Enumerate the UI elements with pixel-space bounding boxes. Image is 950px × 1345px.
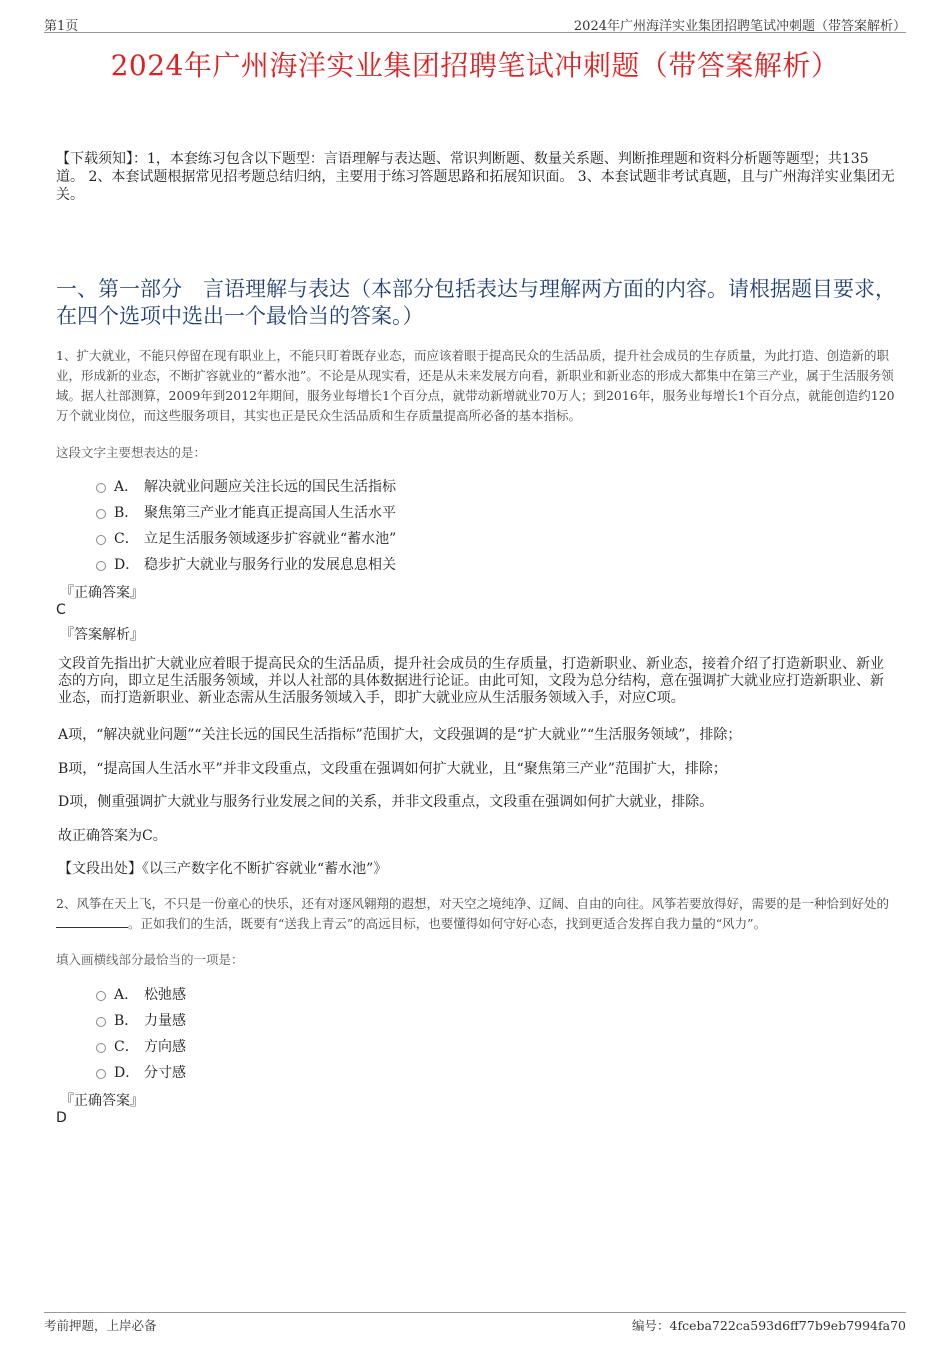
question-1-prompt: 这段文字主要想表达的是： (56, 445, 207, 460)
radio-icon[interactable] (96, 561, 106, 571)
question-1-option-a[interactable]: A． 解决就业问题应关注长远的国民生活指标 (96, 473, 396, 499)
question-1-option-c[interactable]: C． 立足生活服务领域逐步扩容就业“蓄水池” (96, 525, 396, 551)
document-title: 2024年广州海洋实业集团招聘笔试冲刺题（带答案解析） (110, 49, 840, 82)
fill-blank (56, 915, 128, 928)
question-1-analysis-main: 文段首先指出扩大就业应着眼于提高民众的生活品质，提升社会成员的生存质量，打造新职业、新业态，接着介绍了打造新职业、新业态的方向，即立足生活服务领域，并以人社部的具体数据进行论证。由此可知，文段为总分结构，意在强调扩大就业应打造新职业、新业态，而打造新职业、新业态需从生活服务领域入手，即扩大就业应从生活服务领域入手，对应C项。 (58, 656, 884, 706)
question-1-options (96, 473, 396, 577)
question-2-stem: 2、风筝在天上飞，不只是一份童心的快乐，还有对逐风翱翔的遐想，对天空之境纯净、辽阔、自由的向往。风筝若要放得好，需要的是一种恰到好处的。正如我们的生活，既要有“送我上青云”的高远目标，也要懂得如何守好心态，找到更适合发挥自我力量的“风力”。 (56, 896, 889, 931)
footer-slogan: 考前押题，上岸必备 (44, 1318, 157, 1333)
question-2-answer-label: 『正确答案』 (60, 1093, 144, 1109)
question-2-answer: D (56, 1110, 67, 1126)
radio-icon[interactable] (96, 509, 106, 519)
question-2-option-c[interactable]: C． 方向感 (96, 1033, 186, 1059)
section-title: 一、第一部分 言语理解与表达（本部分包括表达与理解两方面的内容。请根据题目要求，在四个选项中选出一个最恰当的答案。） (56, 277, 896, 328)
footer-code: 编号：4fceba722ca593d6ff77b9eb7994fa70 (632, 1318, 906, 1333)
question-1-analysis-d: D项，侧重强调扩大就业与服务行业发展之间的关系，并非文段重点，文段重在强调如何扩大就业，排除。 (58, 794, 714, 810)
question-1-analysis-a: A项，“解决就业问题”“关注长远的国民生活指标”范围扩大，文段强调的是“扩大就业”“生活服务领域”，排除； (58, 727, 742, 743)
question-2-prompt: 填入画横线部分最恰当的一项是： (56, 952, 244, 967)
header-doc-title: 2024年广州海洋实业集团招聘笔试冲刺题（带答案解析） (573, 19, 906, 34)
radio-icon[interactable] (96, 1043, 106, 1053)
page-header (44, 14, 906, 33)
radio-icon[interactable] (96, 535, 106, 545)
question-2-option-a[interactable]: A． 松弛感 (96, 981, 186, 1007)
question-1-answer-label: 『正确答案』 (60, 585, 144, 601)
question-1-analysis-label: 『答案解析』 (60, 627, 144, 643)
radio-icon[interactable] (96, 1069, 106, 1079)
question-1-option-d[interactable]: D． 稳步扩大就业与服务行业的发展息息相关 (96, 551, 396, 577)
radio-icon[interactable] (96, 1017, 106, 1027)
question-1-answer: C (56, 602, 66, 618)
question-1-option-b[interactable]: B． 聚焦第三产业才能真正提高国人生活水平 (96, 499, 396, 525)
radio-icon[interactable] (96, 483, 106, 493)
question-1-conclusion: 故正确答案为C。 (58, 828, 167, 844)
question-2-option-b[interactable]: B． 力量感 (96, 1007, 186, 1033)
page-footer (44, 1312, 906, 1331)
question-1-analysis-b: B项，“提高国人生活水平”并非文段重点，文段重在强调如何扩大就业，且“聚焦第三产业”范围扩大，排除； (58, 761, 727, 777)
question-2-options (96, 981, 186, 1085)
question-1-stem: 1、扩大就业，不能只停留在现有职业上，不能只盯着既存业态，而应该着眼于提高民众的生活品质，提升社会成员的生存质量，为此打造、创造新的职业，形成新的业态，不断扩容就业的“蓄水池”。不论是从现实看，还是从未来发展方向看，新职业和新业态的形成大都集中在第三产业，属于生活服务领域。据人社部测算，2009年到2012年期间，服务业每增长1个百分点，就带动新增就业70万人；到2016年，服务业每增长1个百分点，就能创造约120万个就业岗位，而这些服务项目，其实也正是民众生活品质和生存质量提高所必备的基本指标。 (56, 348, 895, 423)
download-notice: 【下载须知】：1，本套练习包含以下题型：言语理解与表达题、常识判断题、数量关系题、判断推理题和资料分析题等题型；共135道。 2、本套试题根据常见招考题总结归纳，主要用于练习答题思路和拓展知识面。 3、本套试题非考试真题，且与广州海洋实业集团无关。 (56, 151, 895, 203)
question-1-source: 【文段出处】《以三产数字化不断扩容就业“蓄水池”》 (58, 861, 388, 877)
page-number: 第1页 (44, 19, 79, 34)
question-2-option-d[interactable]: D． 分寸感 (96, 1059, 186, 1085)
radio-icon[interactable] (96, 991, 106, 1001)
